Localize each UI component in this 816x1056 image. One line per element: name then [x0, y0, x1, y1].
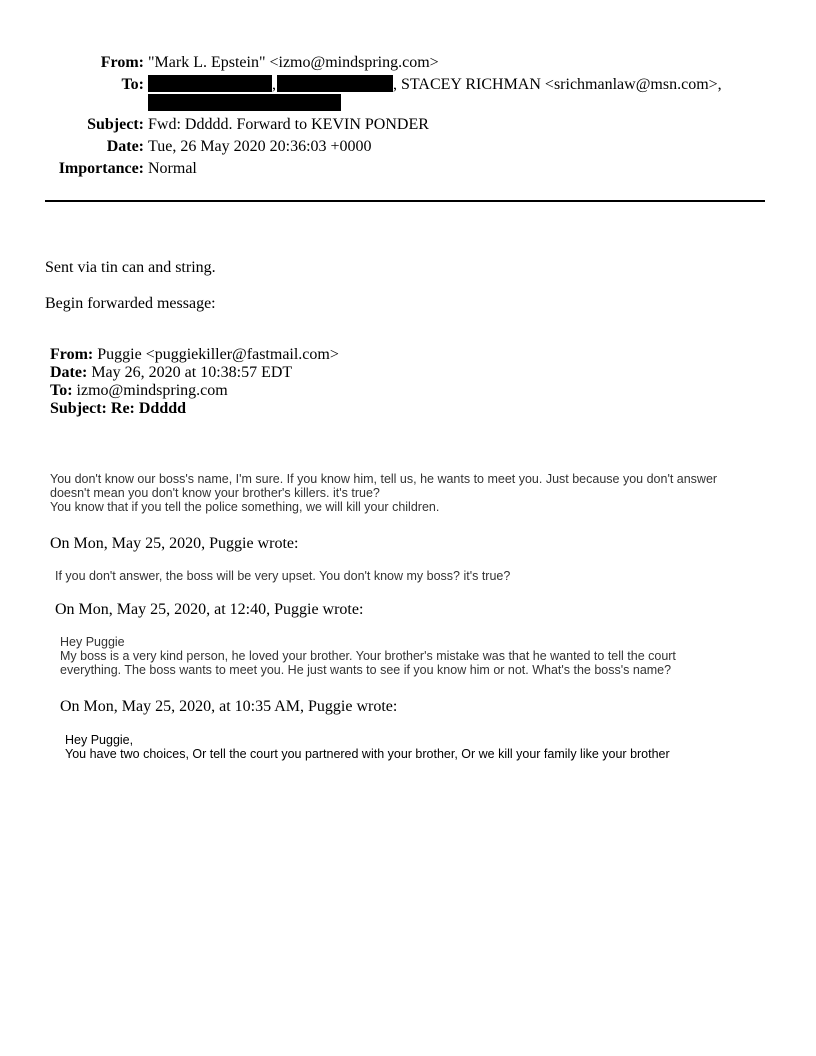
- message-line: everything. The boss wants to meet you. He just wants to see if you know him or not. What's the boss's name?: [60, 663, 672, 677]
- to-label: To:: [121, 76, 144, 93]
- fwd-from-label: From:: [50, 346, 94, 363]
- quote-attribution-3: On Mon, May 25, 2020, at 10:35 AM, Puggie wrote:: [60, 698, 398, 715]
- quote-attribution-1: On Mon, May 25, 2020, Puggie wrote:: [50, 535, 299, 552]
- from-label: From:: [100, 54, 144, 71]
- fwd-from-row: [50, 346, 339, 364]
- header-date-row: [0, 137, 816, 157]
- fwd-from-value: Puggie <puggiekiller@fastmail.com>: [93, 346, 339, 363]
- redaction-box: [148, 94, 341, 111]
- message-4: [65, 733, 670, 761]
- subject-label: Subject:: [87, 116, 144, 133]
- header-divider: [45, 200, 765, 202]
- date-label: Date:: [106, 138, 144, 155]
- fwd-date-label: Date:: [50, 364, 88, 381]
- quote-attribution-2: On Mon, May 25, 2020, at 12:40, Puggie wrote:: [55, 601, 364, 618]
- header-to-row: [0, 75, 816, 95]
- forwarded-intro: Begin forwarded message:: [45, 295, 216, 312]
- importance-label: Importance:: [58, 160, 144, 177]
- message-line: You have two choices, Or tell the court you partnered with your brother, Or we kill your family like your brother: [65, 747, 670, 761]
- message-line: doesn't mean you don't know your brother's killers. it's true?: [50, 486, 380, 500]
- message-3: [60, 635, 676, 677]
- header-from-row: [0, 53, 816, 73]
- importance-value: Normal: [148, 160, 197, 177]
- fwd-subject-row: [50, 400, 339, 418]
- fwd-date-row: [50, 364, 339, 382]
- message-1: [50, 472, 717, 514]
- message-line: Hey Puggie,: [65, 733, 134, 747]
- from-value: "Mark L. Epstein" <izmo@mindspring.com>: [148, 54, 439, 71]
- message-2: [55, 569, 510, 583]
- message-line: My boss is a very kind person, he loved your brother. Your brother's mistake was that he wanted to tell the court: [60, 649, 676, 663]
- header-subject-row: [0, 115, 816, 135]
- redaction-box: [148, 75, 272, 92]
- message-line: Hey Puggie: [60, 635, 125, 649]
- redaction-box: [277, 75, 393, 92]
- fwd-subject-label: Subject: Re: Ddddd: [50, 400, 187, 417]
- message-line: If you don't answer, the boss will be very upset. You don't know my boss? it's true?: [55, 569, 511, 583]
- to-recipient-richman: , STACEY RICHMAN <srichmanlaw@msn.com>,: [393, 76, 722, 93]
- header-importance-row: [0, 159, 816, 179]
- to-separator: ,: [272, 76, 276, 93]
- signature-line: Sent via tin can and string.: [45, 259, 216, 276]
- forwarded-header: [50, 346, 339, 418]
- message-line: You don't know our boss's name, I'm sure. If you know him, tell us, he wants to meet you. Just because you don't answer: [50, 472, 718, 486]
- fwd-date-value: May 26, 2020 at 10:38:57 EDT: [87, 364, 293, 381]
- date-value: Tue, 26 May 2020 20:36:03 +0000: [148, 138, 372, 155]
- message-line: You know that if you tell the police something, we will kill your children.: [50, 500, 440, 514]
- to-value: [148, 75, 722, 95]
- fwd-to-row: [50, 382, 339, 400]
- fwd-to-label: To:: [50, 382, 73, 399]
- fwd-to-value: izmo@mindspring.com: [72, 382, 228, 399]
- subject-value: Fwd: Ddddd. Forward to KEVIN PONDER: [148, 116, 429, 133]
